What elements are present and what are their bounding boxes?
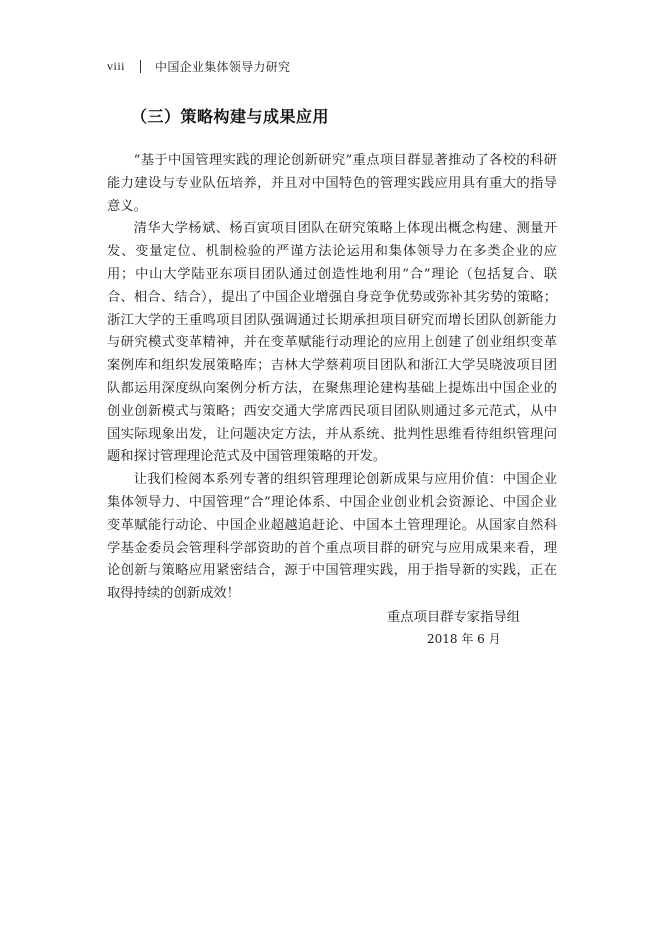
header-divider (140, 60, 141, 73)
paragraph-team-strategies: 清华大学杨斌、杨百寅项目团队在研究策略上体现出概念构建、测量开发、变量定位、机制检验的严谨方法论运用和集体领导力在多类企业的应用；中山大学陆亚东项目团队通过创造性地利用“合”理论（包括复合、联合、相合、结合），提出了中国企业增强自身竞争优势或弥补其劣势的策略；浙江大学的王重鸣项目团队强调通过长期承担项目研究而增长团队创新能力与研究模式变革精神，并在变革赋能行动理论的应用上创建了创业组织变革案例库和组织发展策略库；吉林大学蔡莉项目团队和浙江大学吴晓波项目团队都运用深度纵向案例分析方法，在聚焦理论建构基础上提炼出中国企业的创业创新模式与策略；西安交通大学席西民项目团队则通过多元范式，从中国实际现象出发，让问题决定方法，并从系统、批判性思维看待组织管理问题和探讨管理理论范式及中国管理策略的开发。 (107, 221, 557, 465)
paragraph-intro: “基于中国管理实践的理论创新研究”重点项目群显著推动了各校的科研能力建设与专业队伍培养，并且对中国特色的管理实践应用具有重大的指导意义。 (107, 153, 557, 214)
signature-date: 2018 年 6 月 (427, 632, 501, 646)
running-head (107, 58, 290, 74)
page-number: viii (107, 58, 126, 73)
section-heading: （三）策略构建与成果应用 (131, 107, 330, 126)
body-text (107, 150, 557, 606)
paragraph-outcomes: 让我们检阅本系列专著的组织管理理论创新成果与应用价值：中国企业集体领导力、中国管理“合”理论体系、中国企业创业机会资源论、中国企业变革赋能行动论、中国企业超越追赶论、中国本土管理理论。从国家自然科学基金委员会管理科学部资助的首个重点项目群的研究与应用成果来看，理论创新与策略应用紧密结合，源于中国管理实践，用于指导新的实践，正在取得持续的创新成效！ (107, 472, 557, 602)
book-title: 中国企业集体领导力研究 (155, 59, 291, 74)
signature-group: 重点项目群专家指导组 (387, 610, 520, 625)
